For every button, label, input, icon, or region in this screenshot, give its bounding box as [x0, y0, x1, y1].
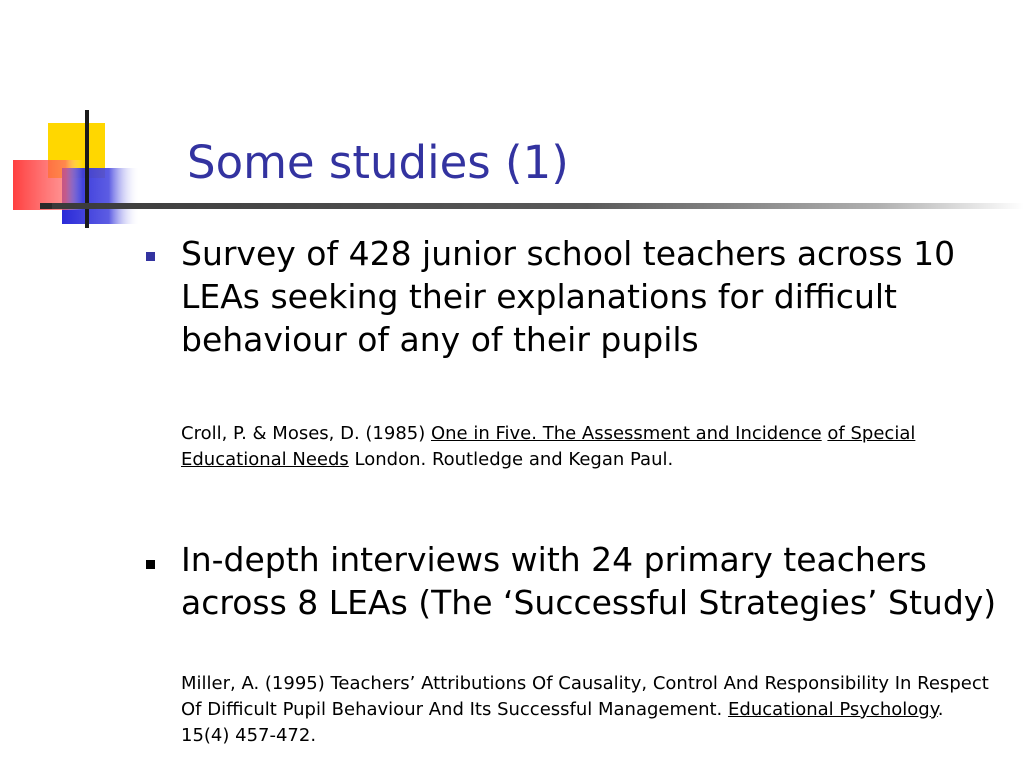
title-underline-rule: [52, 203, 1024, 209]
ref-1-publisher: London. Routledge and Kegan Paul.: [348, 449, 674, 470]
ref-1-title-part1: One in Five. The Assessment and Incidence: [430, 423, 822, 444]
bullet-square-icon: [146, 252, 155, 261]
bullet-2-text: In-depth interviews with 24 primary teachers across 8 LEAs (The ‘Successful Strategies’ Study): [181, 540, 997, 622]
deco-vertical-line: [85, 110, 89, 228]
bullet-2-reference: [181, 671, 991, 749]
slide-title: Some studies (1): [187, 136, 569, 189]
ref-2-citation: Miller, A. (1995) Teachers’ Attributions Of Causality, Control And Responsibility In Respect Of Difficult Pupil Behaviour And Its Successful Management.: [181, 673, 989, 720]
ref-1-title-part2: of Special Educational Needs: [181, 423, 916, 470]
bullet-1-reference: [181, 421, 991, 473]
bullet-square-icon: [146, 560, 155, 569]
ref-1-authors: Croll, P. & Moses, D. (1985): [181, 423, 431, 444]
ref-2-journal: Educational Psychology: [728, 699, 938, 720]
bullet-1-text: Survey of 428 junior school teachers across 10 LEAs seeking their explanations for difficult behaviour of any of their pupils: [181, 234, 956, 359]
ref-2-volume: . 15(4) 457-472.: [181, 699, 944, 746]
